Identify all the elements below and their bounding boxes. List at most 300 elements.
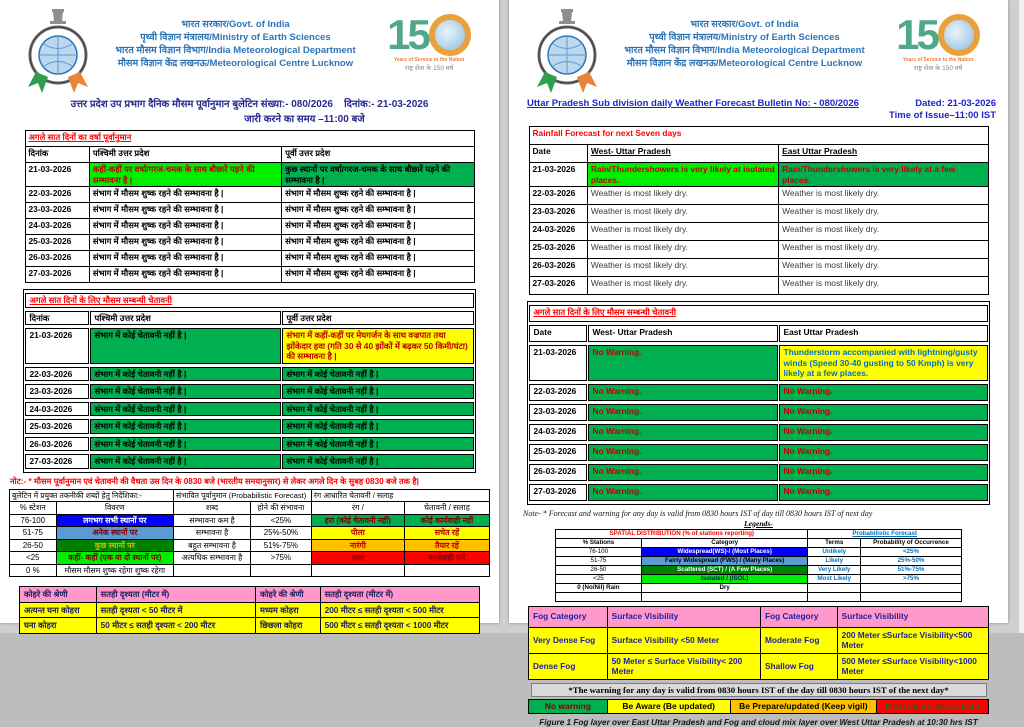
table-cell: संभाग में मौसम शुष्क रहने की सम्भावना है | — [89, 251, 281, 267]
table-cell: कुछ स्थानों पर वर्षा/गरज-चमक के साथ बौछारें पड़ने की सम्भावना है | — [282, 163, 474, 187]
table-cell: Surface Visibility — [607, 606, 760, 627]
table-cell: पश्चिमी उत्तर प्रदेश — [89, 147, 281, 163]
table-cell: संभाग में मौसम शुष्क रहने की सम्भावना है | — [89, 203, 281, 219]
table-cell: 26-03-2026 — [529, 464, 587, 481]
table-row — [10, 489, 490, 502]
table-cell: मध्यम कोहरा — [256, 602, 321, 618]
rainfall-forecast-table-hindi — [25, 130, 475, 283]
table-cell: <25% — [861, 547, 962, 556]
table-cell: 24-03-2026 — [25, 402, 89, 417]
table-cell: दिनांक — [25, 147, 89, 163]
gov-line-3: भारत मौसम विज्ञान विभाग/India Meteorological Department — [115, 45, 356, 56]
table-row — [529, 424, 987, 441]
table-row — [529, 606, 989, 627]
table-row — [529, 627, 989, 653]
table-cell: 26-03-2026 — [25, 437, 89, 452]
table-row — [529, 187, 988, 205]
table-cell: Fog Category — [761, 606, 838, 627]
table-cell: संभाग में कोई चेतावनी नहीं है | — [282, 437, 473, 452]
table-cell: शब्द — [174, 502, 251, 515]
table-cell: संभाग में कोई चेतावनी नहीं है | — [90, 437, 281, 452]
table-row — [25, 402, 473, 417]
table-row — [556, 592, 962, 601]
table-cell — [641, 592, 808, 601]
table-cell: Fog Category — [529, 606, 608, 627]
imd-emblem-logo — [535, 8, 599, 94]
table-cell: सतही दृश्यता (मीटर में) — [96, 587, 255, 603]
table-cell: SPATIAL DISTRIBUTION (% of stations reporting) — [556, 529, 808, 538]
table-cell: संभावित पूर्वानुमान (Probabilistic Forecast) — [174, 489, 312, 502]
table-row — [529, 163, 988, 187]
table-cell: 22-03-2026 — [529, 384, 587, 401]
table-cell: Probability of Occurrence — [861, 538, 962, 547]
table-row — [25, 293, 473, 308]
table-cell: 26-03-2026 — [529, 259, 587, 277]
table-cell: 24-03-2026 — [25, 219, 89, 235]
table-cell: 51%-75% — [251, 539, 312, 552]
government-header — [90, 18, 381, 70]
bulletin-title-block-hi — [8, 96, 491, 125]
table-cell: Surface Visibility <50 Meter — [607, 627, 760, 653]
table-cell: 500 Meter ≤Surface Visibility<1000 Meter — [837, 653, 988, 679]
table-row — [529, 241, 988, 259]
table-cell: संभाग में मौसम शुष्क रहने की सम्भावना है | — [282, 235, 474, 251]
table-cell: संभाग में कोई चेतावनी नहीं है | — [282, 384, 473, 399]
table-row — [25, 131, 474, 147]
table-cell: सचेत रहें — [404, 527, 489, 540]
table-cell: संभाग में मौसम शुष्क रहने की सम्भावना है | — [282, 219, 474, 235]
table-cell: संभाग में कोई चेतावनी नहीं है | — [90, 402, 281, 417]
table-row — [529, 464, 987, 481]
table-row — [25, 311, 473, 326]
table-cell: % स्टेशन — [10, 502, 57, 515]
table-cell: 25-03-2026 — [529, 241, 587, 259]
table-cell: 22-03-2026 — [25, 187, 89, 203]
weather-warning-table-english — [527, 301, 989, 505]
masthead — [26, 8, 477, 94]
table-cell — [808, 592, 861, 601]
issue-time-en: Time of Issue–11:00 IST — [888, 110, 996, 121]
table-row — [529, 145, 988, 163]
table-cell: 26-50 — [10, 539, 57, 552]
table-row — [529, 699, 989, 713]
table-row — [10, 502, 490, 515]
fog-category-table-hindi — [19, 586, 480, 634]
table-cell: 21-03-2026 — [529, 345, 587, 381]
table-row — [529, 223, 988, 241]
imd-150-years-logo — [890, 11, 986, 72]
table-row — [25, 235, 474, 251]
table-cell: No Warning. — [588, 404, 778, 421]
table-cell: 24-03-2026 — [529, 424, 587, 441]
table-cell: Be Aware (Be updated) — [607, 699, 730, 713]
table-row — [10, 552, 490, 565]
table-cell: संभाग में मौसम शुष्क रहने की सम्भावना है | — [89, 235, 281, 251]
table-cell: Date — [529, 145, 587, 163]
table-row — [529, 653, 989, 679]
table-cell: Fairly Widespread (FWS) / (Many Places) — [641, 556, 808, 565]
table-cell: No Warning. — [588, 464, 778, 481]
table-cell — [861, 592, 962, 601]
table-cell — [311, 564, 404, 577]
table-cell: 25-03-2026 — [25, 235, 89, 251]
table-row — [10, 514, 490, 527]
table-row — [529, 259, 988, 277]
table-cell: अत्यन्त घना कोहरा — [20, 602, 97, 618]
table-cell: Rain/Thundershowers is very likely at a few places. — [779, 163, 988, 187]
table-cell: कोहरे की श्रेणी — [256, 587, 321, 603]
table-cell: Thunderstorm accompanied with lightning/gusty winds (Speed 30-40 gusting to 50 Kmph) is very likely at a few places. — [779, 345, 987, 381]
table-row — [25, 203, 474, 219]
table-cell: पूर्वी उत्तर प्रदेश — [282, 311, 473, 326]
gov-line-2: पृथ्वी विज्ञान मंत्रालय/Ministry of Earth Sciences — [140, 32, 331, 43]
table-cell: Rainfall Forecast for next Seven days — [529, 127, 988, 145]
table-cell: Weather is most likely dry. — [779, 259, 988, 277]
table-cell: चेतावनी / सलाह — [404, 502, 489, 515]
gov-line-2: पृथ्वी विज्ञान मंत्रालय/Ministry of Earth Sciences — [649, 32, 840, 43]
table-row — [25, 367, 473, 382]
table-row — [556, 583, 962, 592]
table-cell: Probabilistic Forecast — [808, 529, 962, 538]
table-row — [25, 454, 473, 469]
table-cell: अगले सात दिनों का वर्षा पूर्वानुमान — [25, 131, 474, 147]
table-row — [10, 527, 490, 540]
table-cell: West- Uttar Pradesh — [587, 145, 778, 163]
table-cell: Category — [641, 538, 808, 547]
table-cell: सतही दृश्यता < 50 मीटर में — [96, 602, 255, 618]
table-cell — [808, 583, 861, 592]
scrollbar-track[interactable] — [1018, 0, 1024, 633]
table-cell: Weather is most likely dry. — [779, 277, 988, 295]
table-cell: अगले सात दिनों के लिए मौसम सम्बन्धी चेतावनी — [529, 305, 987, 322]
table-cell: 0 % — [10, 564, 57, 577]
table-cell: Weather is most likely dry. — [779, 205, 988, 223]
table-cell: No Warning. — [588, 484, 778, 501]
table-cell: कोई कार्यवाही नहीं — [404, 514, 489, 527]
table-cell: अनेक स्थानों पर — [56, 527, 173, 540]
table-cell: Be Prepare/updated (Keep vigil) — [730, 699, 876, 713]
government-header — [599, 18, 890, 70]
table-row — [529, 404, 987, 421]
table-cell: West- Uttar Pradesh — [588, 325, 778, 342]
table-cell: 51-75 — [556, 556, 642, 565]
logo-150-caption-en: Years of Service to the Nation — [393, 57, 465, 63]
bulletin-title-block-en — [527, 98, 996, 121]
table-cell: लाल — [311, 552, 404, 565]
table-cell: Rain/Thundershowers is very likely at isolated places. — [587, 163, 778, 187]
table-row — [20, 602, 480, 618]
table-cell: कहीं-कहीं पर वर्षा/गरज-चमक के साथ बौछारें पड़ने की सम्भावना है | — [89, 163, 281, 187]
table-cell: संभाग में कोई चेतावनी नहीं है | — [282, 402, 473, 417]
table-cell: 27-03-2026 — [25, 454, 89, 469]
issue-time-hi: जारी करने का समय –11:00 बजे — [244, 114, 365, 125]
table-cell: 25%-50% — [861, 556, 962, 565]
table-row — [529, 444, 987, 461]
spatial-distribution-legend-table — [555, 529, 962, 602]
logo-150-globe-icon — [429, 14, 471, 56]
table-cell: Weather is most likely dry. — [587, 241, 778, 259]
validity-note-hi: नोट:- * मौसम पूर्वानुमान एवं चेतावनी की वैधता उस दिन के 0830 बजे (भारतीय समयानुसार) से लेकर अगले दिन के सुबह 0830 बजे तक है| — [10, 476, 419, 486]
table-cell: Widespread(WS)-/ (Most Places) — [641, 547, 808, 556]
table-row — [20, 587, 480, 603]
table-cell: 76-100 — [10, 514, 57, 527]
table-cell: तैयार रहें — [404, 539, 489, 552]
table-cell: Terms — [808, 538, 861, 547]
table-cell: Date — [529, 325, 587, 342]
table-cell: मौसम मौसम शुष्क रहेगा शुष्क रहेगा — [56, 564, 173, 577]
table-cell: रंग आधारित चेतावनी / सलाह — [311, 489, 489, 502]
imd-emblem-logo — [26, 8, 90, 94]
table-cell: No Warning. — [779, 464, 987, 481]
gov-line-1: भारत सरकार/Govt. of India — [181, 19, 290, 30]
table-cell: 50 Meter ≤ Surface Visibility< 200 Meter — [607, 653, 760, 679]
table-row — [529, 127, 988, 145]
table-cell: Shallow Fog — [761, 653, 838, 679]
table-cell: 50 मीटर ≤ सतही दृश्यता < 200 मीटर — [96, 618, 255, 634]
table-cell: No warning — [529, 699, 608, 713]
table-row — [25, 437, 473, 452]
page-right-english — [509, 0, 1008, 727]
table-row — [556, 538, 962, 547]
table-cell: 500 मीटर ≤ सतही दृश्यता < 1000 मीटर — [320, 618, 479, 634]
table-row — [25, 384, 473, 399]
table-cell: No Warning. — [779, 384, 987, 401]
table-row — [10, 539, 490, 552]
table-cell: 51%-75% — [861, 565, 962, 574]
table-cell: संभाग में मौसम शुष्क रहने की सम्भावना है | — [282, 187, 474, 203]
table-cell: East Uttar Pradesh — [779, 325, 987, 342]
table-cell: हरा (कोई चेतावनी नहीं) — [311, 514, 404, 527]
table-row — [529, 484, 987, 501]
table-cell: Weather is most likely dry. — [587, 277, 778, 295]
table-cell: छिछला कोहरा — [256, 618, 321, 634]
table-cell: सतही दृश्यता (मीटर में) — [320, 587, 479, 603]
table-row — [529, 205, 988, 223]
table-cell: 200 Meter ≤Surface Visibility<500 Meter — [837, 627, 988, 653]
logo-150-caption-hi: राष्ट्र सेवा के 150 वर्ष — [404, 65, 454, 72]
gov-line-3: भारत मौसम विज्ञान विभाग/India Meteorological Department — [624, 45, 865, 56]
table-row — [556, 529, 962, 538]
table-cell: 23-03-2026 — [25, 203, 89, 219]
table-cell: Most Vigil (Take action) — [877, 699, 989, 713]
table-cell: <25 — [10, 552, 57, 565]
table-cell: संभाग में मौसम शुष्क रहने की सम्भावना है | — [89, 219, 281, 235]
bulletin-date-hi: दिनांक:- 21-03-2026 — [344, 99, 429, 110]
table-cell — [174, 564, 251, 577]
table-row — [529, 384, 987, 401]
table-cell: अगले सात दिनों के लिए मौसम सम्बन्धी चेतावनी — [25, 293, 473, 308]
table-cell: Weather is most likely dry. — [587, 223, 778, 241]
table-cell: 27-03-2026 — [529, 277, 587, 295]
table-row — [25, 251, 474, 267]
table-cell: संभाग में कहीं-कहीं पर मेघगर्जन के साथ वज्रपात तथा झोंकेदार हवा (गति 30 से 40 झोंकों में बढ़कर 50 किमी/घंटा) की सम्भावना है | — [282, 328, 473, 364]
table-cell: <25 — [556, 574, 642, 583]
table-cell: 26-03-2026 — [25, 251, 89, 267]
table-cell: Isolated / (ISOL) — [641, 574, 808, 583]
table-row — [556, 547, 962, 556]
terminology-legend-table-hindi — [9, 489, 490, 578]
table-row — [25, 147, 474, 163]
logo-150-globe-icon — [938, 14, 980, 56]
page-left-hindi — [0, 0, 499, 630]
warning-validity-bar: *The warning for any day is valid from 0830 hours IST of the day till 0830 hours IST of the next day* — [531, 683, 987, 697]
table-cell: >75% — [251, 552, 312, 565]
table-cell: संभाग में कोई चेतावनी नहीं है | — [90, 367, 281, 382]
table-cell: Weather is most likely dry. — [779, 187, 988, 205]
table-cell: 23-03-2026 — [529, 404, 587, 421]
logo-150-digits: 15 — [387, 11, 428, 58]
table-cell: 21-03-2026 — [529, 163, 587, 187]
masthead — [535, 8, 986, 94]
table-cell: संभाग में मौसम शुष्क रहने की सम्भावना है | — [282, 251, 474, 267]
table-cell: पीला — [311, 527, 404, 540]
table-cell: East Uttar Pradesh — [779, 145, 988, 163]
table-cell: Surface Visibility — [837, 606, 988, 627]
table-cell: Moderate Fog — [761, 627, 838, 653]
table-cell: 24-03-2026 — [529, 223, 587, 241]
table-cell: Weather is most likely dry. — [587, 259, 778, 277]
table-row — [529, 325, 987, 342]
bulletin-title-en: Uttar Pradesh Sub division daily Weather Forecast Bulletin No: - 080/2026 — [527, 98, 859, 109]
table-row — [25, 419, 473, 434]
gov-line-4: मौसम विज्ञान केंद्र लखनऊ/Meteorological Centre Lucknow — [117, 58, 354, 69]
table-cell: 25-03-2026 — [529, 444, 587, 461]
table-cell: 22-03-2026 — [529, 187, 587, 205]
table-cell: Likely — [808, 556, 861, 565]
table-cell: सम्भावना है — [174, 527, 251, 540]
legends-label: Legends- — [744, 518, 773, 528]
table-cell — [404, 564, 489, 577]
table-cell: संभाग में कोई चेतावनी नहीं है | — [282, 454, 473, 469]
table-cell: अत्यधिक सम्भावना है — [174, 552, 251, 565]
table-cell: No Warning. — [779, 484, 987, 501]
table-cell: 76-100 — [556, 547, 642, 556]
table-row — [529, 305, 987, 322]
table-cell: <25% — [251, 514, 312, 527]
table-cell: संभाग में मौसम शुष्क रहने की सम्भावना है | — [89, 187, 281, 203]
table-cell: संभाग में कोई चेतावनी नहीं है | — [90, 419, 281, 434]
table-cell: No Warning. — [779, 444, 987, 461]
table-cell: पश्चिमी उत्तर प्रदेश — [90, 311, 281, 326]
table-cell — [556, 592, 642, 601]
table-cell: Most Likely — [808, 574, 861, 583]
figure-caption: Figure 1 Fog layer over East Uttar Pradesh and Fog and cloud mix layer over West Uttar Pradesh at 10:30 hrs IST — [539, 717, 978, 727]
table-cell: 21-03-2026 — [25, 163, 89, 187]
weather-warning-table-hindi — [23, 289, 475, 473]
table-cell: 27-03-2026 — [25, 267, 89, 283]
table-cell: 23-03-2026 — [529, 205, 587, 223]
table-cell: 21-03-2026 — [25, 328, 89, 364]
table-cell: कहीं- कहीं (एक या दो स्थानों पर) — [56, 552, 173, 565]
table-cell: संभाग में मौसम शुष्क रहने की सम्भावना है | — [89, 267, 281, 283]
logo-150-caption-en: Years of Service to the Nation — [902, 57, 974, 63]
table-cell: संभाग में मौसम शुष्क रहने की सम्भावना है | — [282, 203, 474, 219]
table-cell: संभाग में मौसम शुष्क रहने की सम्भावना है | — [282, 267, 474, 283]
validity-note-en: Note- * Forecast and warning for any day is valid from 0830 hours IST of day till 0830 hours IST of next day — [523, 508, 873, 518]
table-row — [25, 267, 474, 283]
table-cell: सम्भावना कम है — [174, 514, 251, 527]
table-cell: % Stations — [556, 538, 642, 547]
table-cell: No Warning. — [779, 404, 987, 421]
table-cell: होने की संभावना — [251, 502, 312, 515]
table-cell: No Warning. — [588, 345, 778, 381]
table-cell: रंग / — [311, 502, 404, 515]
logo-150-digits: 15 — [896, 11, 937, 58]
table-row — [10, 564, 490, 577]
table-cell: संभाग में कोई चेतावनी नहीं है | — [90, 328, 281, 364]
table-cell: 27-03-2026 — [529, 484, 587, 501]
bulletin-date-en: Dated: 21-03-2026 — [915, 98, 996, 109]
fog-category-table-english — [528, 606, 989, 680]
table-row — [556, 574, 962, 583]
table-cell: पूर्वी उत्तर प्रदेश — [282, 147, 474, 163]
table-cell: 23-03-2026 — [25, 384, 89, 399]
table-cell — [861, 583, 962, 592]
table-cell: 200 मीटर ≤ सतही दृश्यता < 500 मीटर — [320, 602, 479, 618]
table-cell: No Warning. — [588, 384, 778, 401]
table-row — [556, 556, 962, 565]
table-row — [25, 187, 474, 203]
table-cell: घना कोहरा — [20, 618, 97, 634]
table-cell: विवरण — [56, 502, 173, 515]
table-cell: Weather is most likely dry. — [587, 205, 778, 223]
table-cell: No Warning. — [779, 424, 987, 441]
table-cell: 26-50 — [556, 565, 642, 574]
table-cell: Weather is most likely dry. — [779, 223, 988, 241]
table-cell: संभाग में कोई चेतावनी नहीं है | — [282, 419, 473, 434]
table-row — [556, 565, 962, 574]
table-row — [529, 277, 988, 295]
table-cell: Unlikely — [808, 547, 861, 556]
table-cell: Very Likely — [808, 565, 861, 574]
table-cell: संभाग में कोई चेतावनी नहीं है | — [282, 367, 473, 382]
table-cell: Weather is most likely dry. — [779, 241, 988, 259]
gov-line-1: भारत सरकार/Govt. of India — [690, 19, 799, 30]
table-cell: कार्यवाही करें — [404, 552, 489, 565]
table-cell: 22-03-2026 — [25, 367, 89, 382]
table-cell: संभाग में कोई चेतावनी नहीं है | — [90, 454, 281, 469]
table-cell: 25-03-2026 — [25, 419, 89, 434]
table-row — [25, 328, 473, 364]
table-cell: No Warning. — [588, 424, 778, 441]
imd-150-years-logo — [381, 11, 477, 72]
rainfall-forecast-table-english — [529, 126, 989, 295]
table-cell: Scattered (SCT) / (A Few Places) — [641, 565, 808, 574]
table-cell: बुलेटिन में प्रयुक्त तकनीकी शब्दों हेतु निर्देशिका:- — [10, 489, 174, 502]
table-cell: Very Dense Fog — [529, 627, 608, 653]
table-cell: 51-75 — [10, 527, 57, 540]
table-cell: 0 (No/Nil) Rain — [556, 583, 642, 592]
table-cell: बहुत सम्भावना है — [174, 539, 251, 552]
table-cell: संभाग में कोई चेतावनी नहीं है | — [90, 384, 281, 399]
bulletin-title-hi: उत्तर प्रदेश उप प्रभाग दैनिक मौसम पूर्वानुमान बुलेटिन संख्या:- 080/2026 — [70, 99, 333, 110]
table-row — [20, 618, 480, 634]
table-cell: Weather is most likely dry. — [587, 187, 778, 205]
logo-150-caption-hi: राष्ट्र सेवा के 150 वर्ष — [913, 65, 963, 72]
table-cell: कुछ स्थानों पर — [56, 539, 173, 552]
table-cell: >75% — [861, 574, 962, 583]
table-cell — [251, 564, 312, 577]
table-cell: 25%-50% — [251, 527, 312, 540]
table-row — [25, 219, 474, 235]
gov-line-4: मौसम विज्ञान केंद्र लखनऊ/Meteorological Centre Lucknow — [626, 58, 863, 69]
table-cell: लगभग सभी स्थानों पर — [56, 514, 173, 527]
table-cell: नारंगी — [311, 539, 404, 552]
table-cell: कोहरे की श्रेणी — [20, 587, 97, 603]
table-row — [529, 345, 987, 381]
table-row — [25, 163, 474, 187]
warning-color-scale — [528, 699, 989, 714]
